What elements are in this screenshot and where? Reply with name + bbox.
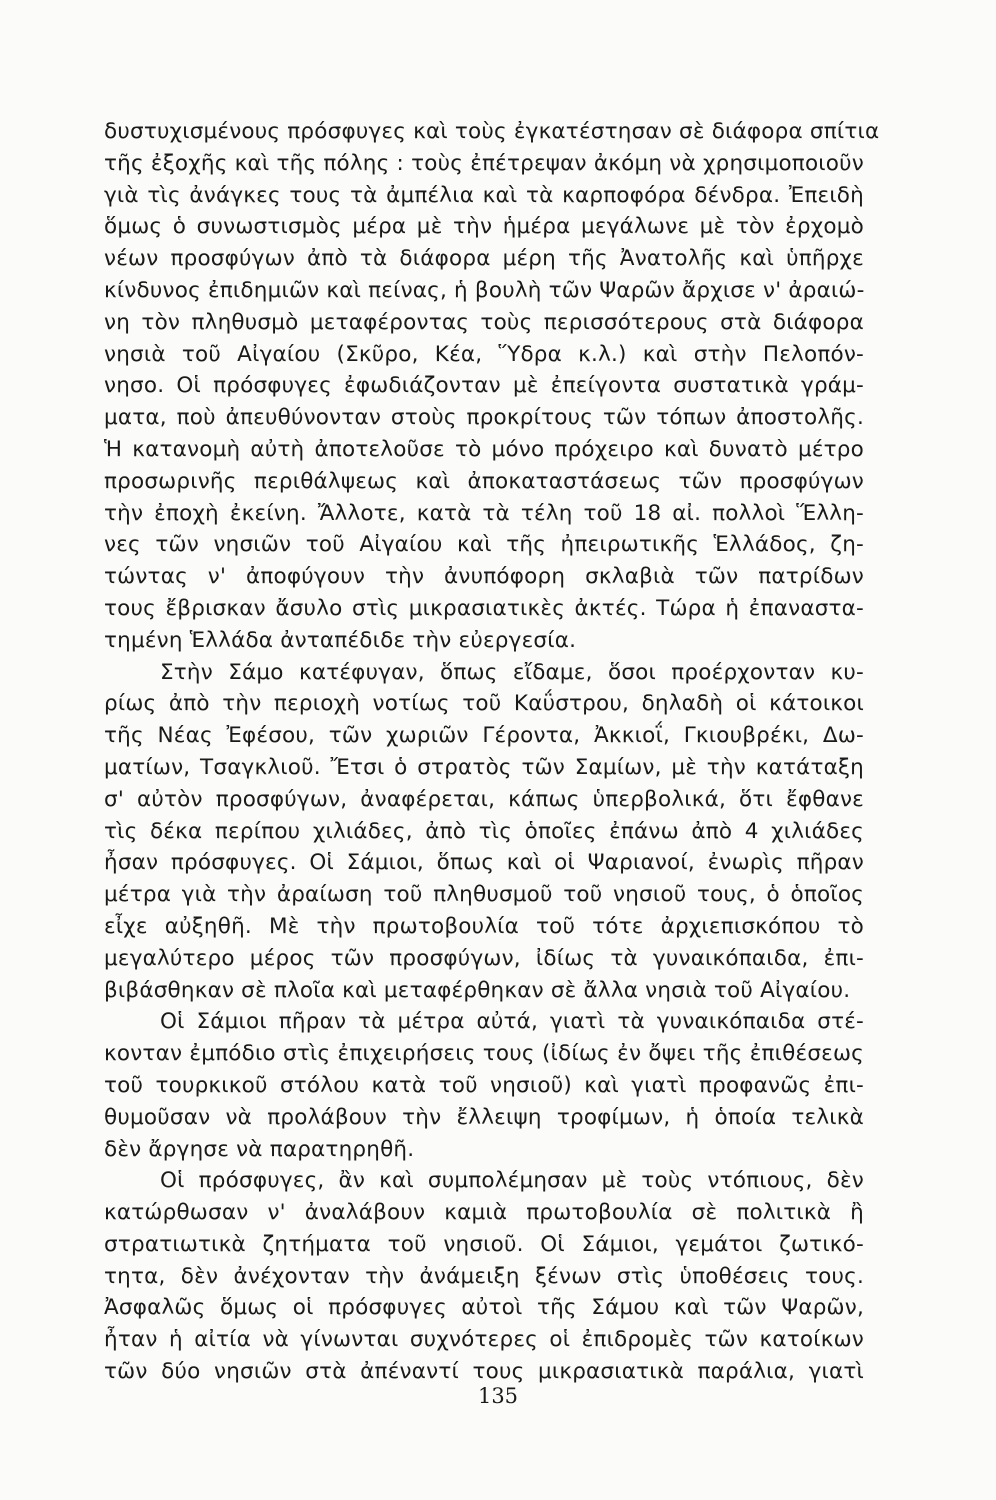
text-line: ματα, ποὺ ἀπευθύνονταν στοὺς προκρίτους τῶν τόπων ἀποστολῆς. — [104, 405, 864, 431]
text-line: ματίων, Τσαγκλιοῦ. Ἔτσι ὁ στρατὸς τῶν Σαμίων, μὲ τὴν κατάταξη — [104, 754, 864, 780]
text-line: θυμοῦσαν νὰ προλάβουν τὴν ἔλλειψη τροφίμων, ἡ ὁποία τελικὰ — [104, 1104, 864, 1130]
text-line: γιὰ τὶς ἀνάγκες τους τὰ ἀμπέλια καὶ τὰ καρποφόρα δένδρα. Ἐπειδὴ — [104, 182, 864, 208]
text-line: δὲν ἄργησε νὰ παρατηρηθῆ. — [104, 1136, 415, 1162]
text-line: νησιὰ τοῦ Αἰγαίου (Σκῦρο, Κέα, Ὕδρα κ.λ.) καὶ στὴν Πελοπόν- — [104, 341, 864, 367]
text-line: Οἱ Σάμιοι πῆραν τὰ μέτρα αὐτά, γιατὶ τὰ γυναικόπαιδα στέ- — [160, 1009, 864, 1035]
text-line: Ἀσφαλῶς ὅμως οἱ πρόσφυγες αὐτοὶ τῆς Σάμου καὶ τῶν Ψαρῶν, — [104, 1295, 864, 1321]
text-line: νες τῶν νησιῶν τοῦ Αἰγαίου καὶ τῆς ἠπειρωτικῆς Ἑλλάδος, ζη- — [104, 532, 864, 558]
text-line: ἦσαν πρόσφυγες. Οἱ Σάμιοι, ὅπως καὶ οἱ Ψαριανοί, ἐνωρὶς πῆραν — [104, 850, 864, 876]
text-line: νέων προσφύγων ἀπὸ τὰ διάφορα μέρη τῆς Ἀνατολῆς καὶ ὑπῆρχε — [104, 246, 864, 272]
text-line: τὶς δέκα περίπου χιλιάδες, ἀπὸ τὶς ὁποῖες ἐπάνω ἀπὸ 4 χιλιάδες — [104, 818, 864, 844]
text-line: δυστυχισμένους πρόσφυγες καὶ τοὺς ἐγκατέστησαν σὲ διάφορα σπίτια — [104, 119, 880, 144]
text-line: ὅμως ὁ συνωστισμὸς μέρα μὲ τὴν ἡμέρα μεγάλωνε μὲ τὸν ἐρχομὸ — [104, 214, 864, 240]
body-text — [104, 116, 880, 1388]
text-line: τητα, δὲν ἀνέχονταν τὴν ἀνάμειξη ξένων στὶς ὑποθέσεις τους. — [104, 1263, 864, 1289]
text-line: σ' αὐτὸν προσφύγων, ἀναφέρεται, κάπως ὑπερβολικά, ὅτι ἔφθανε — [104, 786, 864, 812]
text-line: τῆς ἐξοχῆς καὶ τῆς πόλης : τοὺς ἐπέτρεψαν ἀκόμη νὰ χρησιμοποιοῦν — [104, 150, 864, 176]
text-line: μέτρα γιὰ τὴν ἀραίωση τοῦ πληθυσμοῦ τοῦ νησιοῦ τους, ὁ ὁποῖος — [104, 882, 864, 908]
text-line: τῶν δύο νησιῶν στὰ ἀπέναντί τους μικρασιατικὰ παράλια, γιατὶ — [104, 1359, 864, 1385]
text-line: τὴν ἐποχὴ ἐκείνη. Ἄλλοτε, κατὰ τὰ τέλη τοῦ 18 αἰ. πολλοὶ Ἕλλη- — [104, 500, 864, 526]
text-line: τοῦ τουρκικοῦ στόλου κατὰ τοῦ νησιοῦ) καὶ γιατὶ προφανῶς ἐπι- — [104, 1072, 864, 1098]
text-line: ρίως ἀπὸ τὴν περιοχὴ νοτίως τοῦ Καΰστρου, δηλαδὴ οἱ κάτοικοι — [104, 691, 864, 717]
text-line: Ἡ κατανομὴ αὐτὴ ἀποτελοῦσε τὸ μόνο πρόχειρο καὶ δυνατὸ μέτρο — [104, 436, 864, 462]
text-line: προσωρινῆς περιθάλψεως καὶ ἀποκαταστάσεως τῶν προσφύγων — [104, 468, 864, 494]
text-line: Οἱ πρόσφυγες, ἂν καὶ συμπολέμησαν μὲ τοὺς ντόπιους, δὲν — [160, 1168, 864, 1194]
text-line: βιβάσθηκαν σὲ πλοῖα καὶ μεταφέρθηκαν σὲ ἄλλα νησιὰ τοῦ Αἰγαίου. — [104, 977, 851, 1003]
text-line: μεγαλύτερο μέρος τῶν προσφύγων, ἰδίως τὰ γυναικόπαιδα, ἐπι- — [104, 945, 864, 971]
text-line: κίνδυνος ἐπιδημιῶν καὶ πείνας, ἡ βουλὴ τῶν Ψαρῶν ἄρχισε ν' ἀραιώ- — [104, 277, 865, 303]
text-line: κονταν ἐμπόδιο στὶς ἐπιχειρήσεις τους (ἰδίως ἐν ὄψει τῆς ἐπιθέσεως — [104, 1041, 864, 1067]
text-line: Στὴν Σάμο κατέφυγαν, ὅπως εἴδαμε, ὅσοι προέρχονταν κυ- — [160, 659, 864, 685]
text-line: στρατιωτικὰ ζητήματα τοῦ νησιοῦ. Οἱ Σάμιοι, γεμάτοι ζωτικό- — [104, 1231, 864, 1257]
text-line: νησο. Οἱ πρόσφυγες ἐφωδιάζονταν μὲ ἐπείγοντα συστατικὰ γράμ- — [104, 373, 864, 399]
text-line: τώντας ν' ἀποφύγουν τὴν ἀνυπόφορη σκλαβιὰ τῶν πατρίδων — [104, 564, 864, 590]
text-line: εἶχε αὐξηθῆ. Μὲ τὴν πρωτοβουλία τοῦ τότε ἀρχιεπισκόπου τὸ — [104, 913, 864, 939]
text-line: τημένη Ἑλλάδα ἀνταπέδιδε τὴν εὐεργεσία. — [104, 627, 577, 653]
text-line: νη τὸν πληθυσμὸ μεταφέροντας τοὺς περισσότερους στὰ διάφορα — [104, 309, 864, 335]
text-line: τῆς Νέας Ἐφέσου, τῶν χωριῶν Γέροντα, Ἀκκιοΐ, Γκιουβρέκι, Δω- — [104, 723, 864, 749]
text-line: κατώρθωσαν ν' ἀναλάβουν καμιὰ πρωτοβουλία σὲ πολιτικὰ ἢ — [104, 1200, 864, 1226]
text-line: τους ἔβρισκαν ἄσυλο στὶς μικρασιατικὲς ἀκτές. Τώρα ἡ ἐπαναστα- — [104, 595, 864, 621]
text-line: ἦταν ἡ αἰτία νὰ γίνωνται συχνότερες οἱ ἐπιδρομὲς τῶν κατοίκων — [104, 1327, 864, 1353]
page-number: 135 — [477, 1384, 519, 1408]
